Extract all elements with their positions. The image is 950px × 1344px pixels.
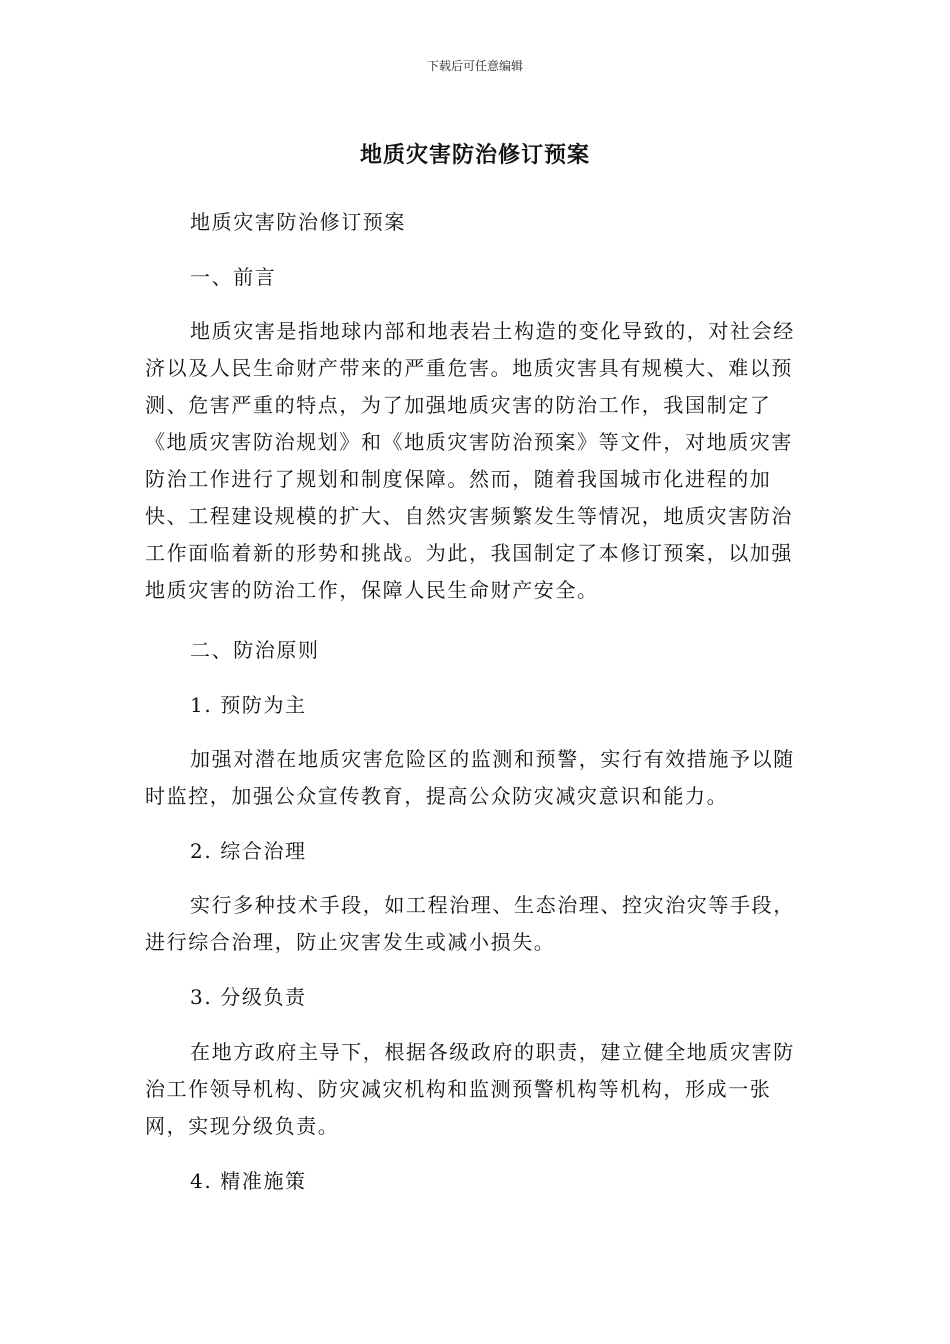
section-heading-principles: 二、防治原则	[190, 638, 320, 662]
item-heading-precise: 4. 精准施策	[190, 1169, 307, 1193]
item-heading-prevention: 1. 预防为主	[190, 693, 307, 717]
item-heading-graded: 3. 分级负责	[190, 985, 307, 1009]
paragraph-graded: 在地方政府主导下，根据各级政府的职责，建立健全地质灾害防治工作领导机构、防灾减灾机构和监测预警机构等机构，形成一张网，实现分级负责。	[145, 1040, 795, 1138]
paragraph-prevention: 加强对潜在地质灾害危险区的监测和预警，实行有效措施予以随时监控，加强公众宣传教育，提高公众防灾减灾意识和能力。	[145, 747, 795, 808]
document-title: 地质灾害防治修订预案	[359, 143, 590, 168]
header-note: 下载后可任意编辑	[426, 59, 523, 73]
paragraph-preface: 地质灾害是指地球内部和地表岩土构造的变化导致的，对社会经济以及人民生命财产带来的严重危害。地质灾害具有规模大、难以预测、危害严重的特点，为了加强地质灾害的防治工作，我国制定了《地质灾害防治规划》和《地质灾害防治预案》等文件，对地质灾害防治工作进行了规划和制度保障。然而，随着我国城市化进程的加快、工程建设规模的扩大、自然灾害频繁发生等情况，地质灾害防治工作面临着新的形势和挑战。为此，我国制定了本修订预案，以加强地质灾害的防治工作，保障人民生命财产安全。	[145, 319, 795, 602]
paragraph-comprehensive: 实行多种技术手段，如工程治理、生态治理、控灾治灾等手段，进行综合治理，防止灾害发生或减小损失。	[145, 893, 795, 954]
section-heading-preface: 一、前言	[190, 265, 277, 289]
item-heading-comprehensive: 2. 综合治理	[190, 839, 307, 863]
paragraph-subtitle: 地质灾害防治修订预案	[190, 210, 406, 234]
